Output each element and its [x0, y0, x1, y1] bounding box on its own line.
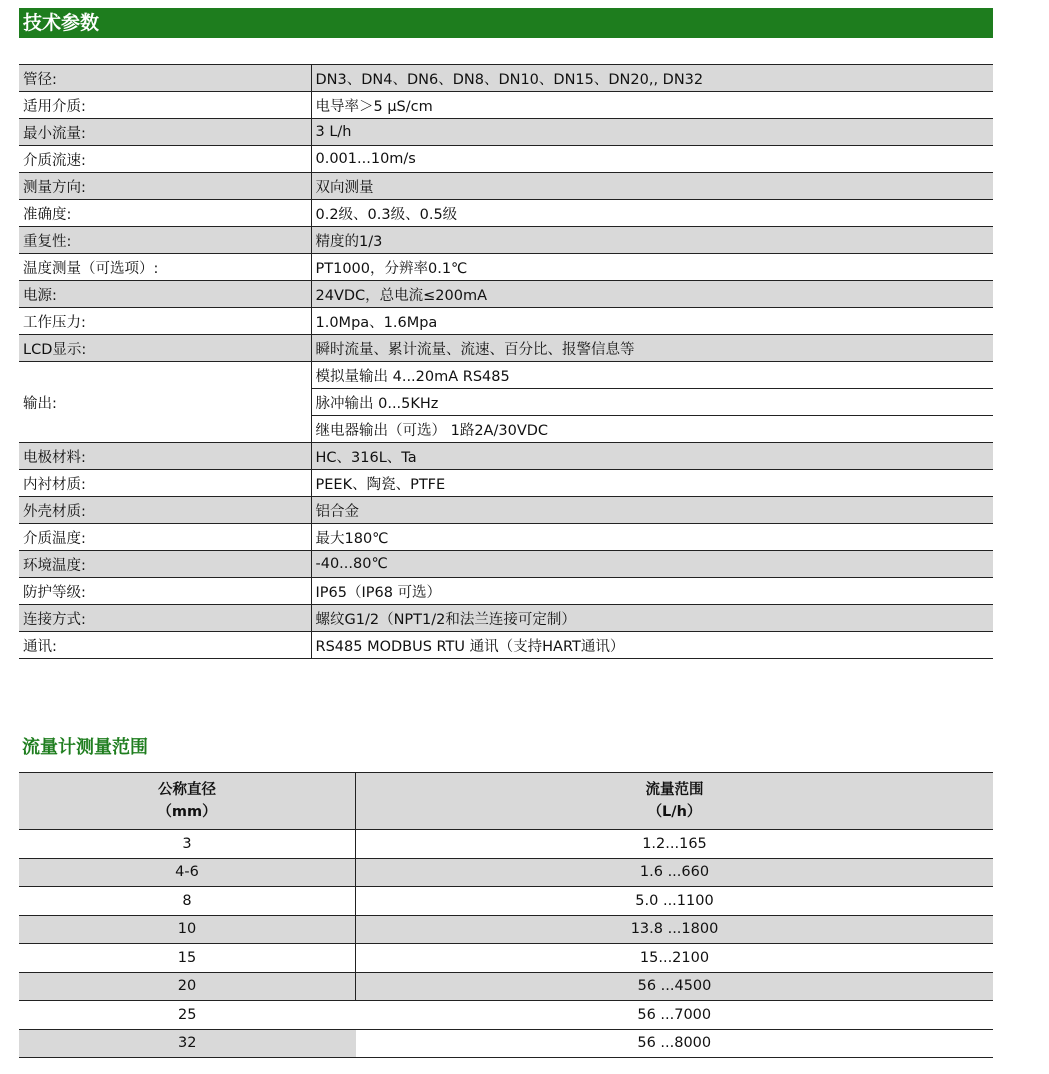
spec-value: -40...80℃ — [311, 551, 993, 578]
cell-diameter: 15 — [19, 944, 356, 973]
spec-row — [19, 119, 993, 146]
spec-row — [19, 227, 993, 254]
spec-value-output: 脉冲输出 0...5KHz — [311, 389, 993, 416]
cell-diameter: 3 — [19, 830, 356, 859]
cell-range: 5.0 ...1100 — [356, 887, 994, 916]
spec-label: 通讯: — [19, 632, 311, 659]
spec-label: 管径: — [19, 65, 311, 92]
spec-row — [19, 173, 993, 200]
spec-row — [19, 497, 993, 524]
column-header-line: 公称直径 — [158, 782, 216, 798]
cell-diameter: 20 — [19, 972, 356, 1001]
spec-value: 双向测量 — [311, 173, 993, 200]
cell-range: 1.2...165 — [356, 830, 994, 859]
spec-value: 24VDC，总电流≤200mA — [311, 281, 993, 308]
spec-value: PT1000，分辨率0.1℃ — [311, 254, 993, 281]
spec-row — [19, 551, 993, 578]
spec-label-output: 输出: — [19, 362, 311, 443]
spec-value: PEEK、陶瓷、PTFE — [311, 470, 993, 497]
spec-label: 介质流速: — [19, 146, 311, 173]
spec-value: 电导率＞5 μS/cm — [311, 92, 993, 119]
spec-value: RS485 MODBUS RTU 通讯（支持HART通讯） — [311, 632, 993, 659]
spec-row — [19, 254, 993, 281]
table-row — [19, 944, 993, 973]
spec-row — [19, 200, 993, 227]
cell-range: 1.6 ...660 — [356, 858, 994, 887]
table-row — [19, 1029, 993, 1058]
spec-row — [19, 308, 993, 335]
spec-label: 电极材料: — [19, 443, 311, 470]
spec-row-output — [19, 362, 993, 389]
spec-label: 防护等级: — [19, 578, 311, 605]
spec-label: 外壳材质: — [19, 497, 311, 524]
spec-label: 重复性: — [19, 227, 311, 254]
column-header-line: 流量范围 — [645, 782, 704, 798]
spec-label: 温度测量（可选项）: — [19, 254, 311, 281]
spec-row — [19, 605, 993, 632]
spec-label: 内衬材质: — [19, 470, 311, 497]
spec-label: 电源: — [19, 281, 311, 308]
table-row — [19, 887, 993, 916]
spec-value: 3 L/h — [311, 119, 993, 146]
spec-value: IP65（IP68 可选） — [311, 578, 993, 605]
cell-diameter: 8 — [19, 887, 356, 916]
spec-label: LCD显示: — [19, 335, 311, 362]
spec-row — [19, 146, 993, 173]
cell-diameter: 25 — [19, 1001, 356, 1030]
spec-label: 环境温度: — [19, 551, 311, 578]
column-header-line: （L/h） — [647, 804, 702, 820]
column-header-flow-range — [356, 773, 994, 830]
spec-row — [19, 578, 993, 605]
spec-label: 连接方式: — [19, 605, 311, 632]
spec-label: 工作压力: — [19, 308, 311, 335]
spec-value: 最大180℃ — [311, 524, 993, 551]
spec-row — [19, 92, 993, 119]
spec-row — [19, 335, 993, 362]
section-title-flow-range: 流量计测量范围 — [22, 737, 148, 758]
spec-label: 最小流量: — [19, 119, 311, 146]
spec-value-output: 模拟量输出 4...20mA RS485 — [311, 362, 993, 389]
spec-label: 准确度: — [19, 200, 311, 227]
spec-label: 介质温度: — [19, 524, 311, 551]
spec-label: 测量方向: — [19, 173, 311, 200]
cell-range: 15...2100 — [356, 944, 994, 973]
spec-value-output: 继电器输出（可选） 1路2A/30VDC — [311, 416, 993, 443]
spec-value: DN3、DN4、DN6、DN8、DN10、DN15、DN20,, DN32 — [311, 65, 993, 92]
table-row — [19, 830, 993, 859]
spec-value: 0.2级、0.3级、0.5级 — [311, 200, 993, 227]
flow-range-table — [19, 772, 993, 1058]
spec-row — [19, 65, 993, 92]
spec-value: 精度的1/3 — [311, 227, 993, 254]
column-header-diameter — [19, 773, 356, 830]
spec-row — [19, 524, 993, 551]
spec-value: HC、316L、Ta — [311, 443, 993, 470]
cell-range: 56 ...7000 — [356, 1001, 994, 1030]
table-header-row — [19, 773, 993, 830]
table-row — [19, 1001, 993, 1030]
spec-row — [19, 281, 993, 308]
cell-diameter: 4-6 — [19, 858, 356, 887]
spec-value: 铝合金 — [311, 497, 993, 524]
cell-range: 56 ...8000 — [356, 1029, 994, 1058]
table-row — [19, 972, 993, 1001]
spec-row — [19, 443, 993, 470]
spec-row — [19, 632, 993, 659]
cell-diameter: 32 — [19, 1029, 356, 1058]
table-row — [19, 858, 993, 887]
cell-range: 56 ...4500 — [356, 972, 994, 1001]
spec-row — [19, 470, 993, 497]
cell-diameter: 10 — [19, 915, 356, 944]
cell-range: 13.8 ...1800 — [356, 915, 994, 944]
column-header-line: （mm） — [157, 804, 217, 820]
section-header-tech-params: 技术参数 — [19, 8, 993, 38]
spec-value: 0.001...10m/s — [311, 146, 993, 173]
table-row — [19, 915, 993, 944]
spec-value: 螺纹G1/2（NPT1/2和法兰连接可定制） — [311, 605, 993, 632]
spec-value: 瞬时流量、累计流量、流速、百分比、报警信息等 — [311, 335, 993, 362]
spec-value: 1.0Mpa、1.6Mpa — [311, 308, 993, 335]
spec-table — [19, 64, 993, 659]
spec-label: 适用介质: — [19, 92, 311, 119]
